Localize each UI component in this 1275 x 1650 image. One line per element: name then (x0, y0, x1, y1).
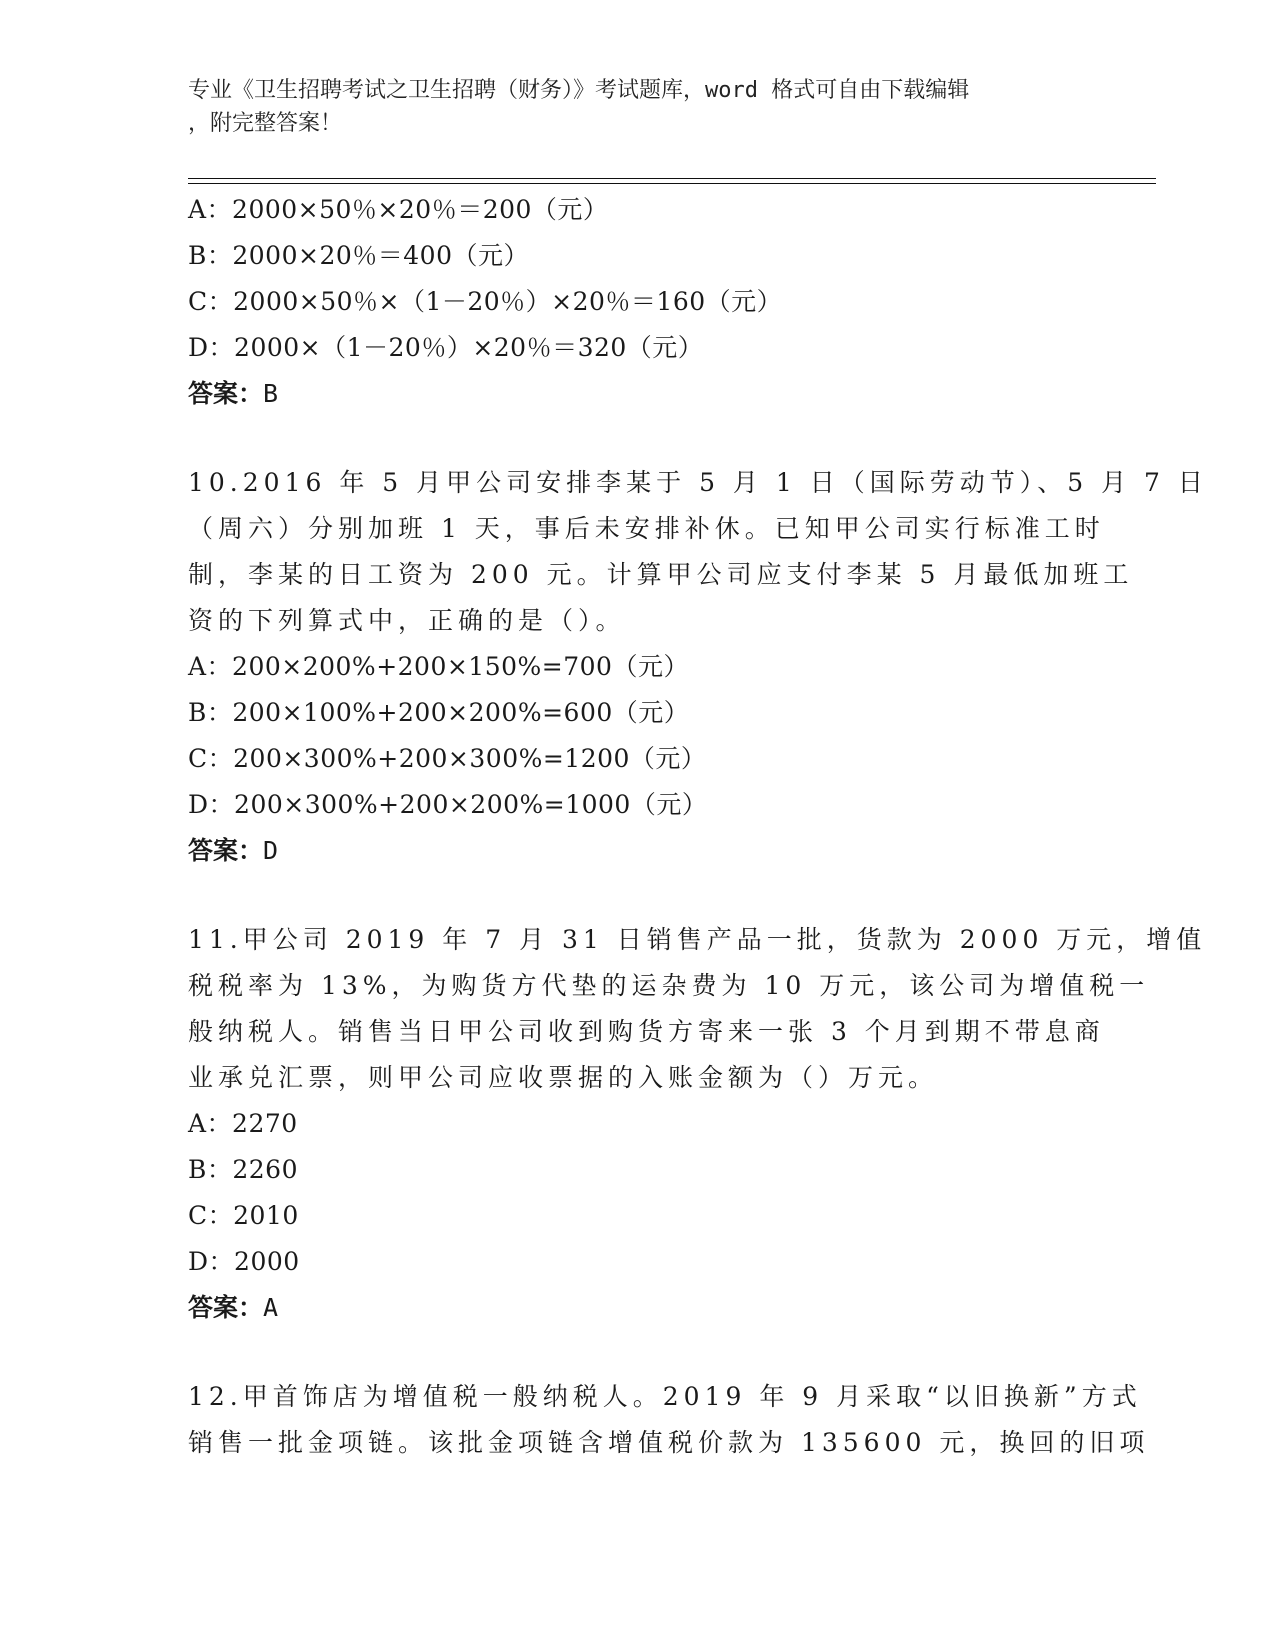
document-body (188, 187, 1208, 1466)
question-11 (188, 917, 1207, 1331)
header-divider-top (188, 178, 1156, 179)
question-text-line: 12.甲首饰店为增值税一般纳税人。2019 年 9 月采取“以旧换新”方式 (188, 1382, 1142, 1411)
answer-label: 答案： (188, 379, 264, 408)
question-9 (188, 187, 1088, 417)
answer-line (188, 828, 1088, 874)
question-text-line: 般纳税人。销售当日甲公司收到购货方寄来一张 3 个月到期不带息商 (188, 1017, 1105, 1046)
option-d: D：200×300%+200×200%=1000（元） (188, 790, 708, 819)
header-divider-bottom (188, 183, 1156, 184)
answer-value: D (263, 836, 279, 865)
header-line-2: ，附完整答案！ (188, 111, 343, 136)
document-header (188, 74, 1088, 140)
option-a: A：200×200%+200×150%=700（元） (188, 652, 689, 681)
option-b: B：2260 (188, 1155, 298, 1184)
option-b: B：2000×20％＝400（元） (188, 241, 529, 270)
question-text-line: 资的下列算式中，正确的是（）。 (188, 606, 626, 635)
option-d: D：2000×（1－20％）×20％＝320（元） (188, 333, 704, 362)
question-12 (188, 1374, 1150, 1466)
option-d: D：2000 (188, 1247, 300, 1276)
question-text-line: 业承兑汇票，则甲公司应收票据的入账金额为（）万元。 (188, 1063, 939, 1092)
option-a: A：2000×50％×20％＝200（元） (188, 195, 609, 224)
answer-label: 答案： (188, 1293, 264, 1322)
answer-value: B (263, 379, 279, 408)
question-text (188, 1374, 1150, 1466)
question-text-line: 税税率为 13%，为购货方代垫的运杂费为 10 万元，该公司为增值税一 (188, 971, 1150, 1000)
option-c: C：200×300%+200×300%=1200（元） (188, 744, 707, 773)
option-c: C：2000×50％×（1－20％）×20％＝160（元） (188, 287, 783, 316)
question-text (188, 460, 1208, 644)
question-text (188, 917, 1207, 1101)
answer-label: 答案： (188, 836, 264, 865)
answer-value: A (263, 1293, 279, 1322)
question-10 (188, 460, 1208, 874)
option-c: C：2010 (188, 1201, 299, 1230)
question-text-line: 11.甲公司 2019 年 7 月 31 日销售产品一批，货款为 2000 万元，增值 (188, 925, 1207, 954)
question-text-line: （周六）分别加班 1 天，事后未安排补休。已知甲公司实行标准工时 (188, 514, 1105, 543)
answer-line (188, 1285, 1088, 1331)
question-text-line: 制，李某的日工资为 200 元。计算甲公司应支付李某 5 月最低加班工 (188, 560, 1134, 589)
option-b: B：200×100%+200×200%=600（元） (188, 698, 690, 727)
answer-line (188, 371, 1088, 417)
question-text-line: 10.2016 年 5 月甲公司安排李某于 5 月 1 日（国际劳动节）、5 月 7 日 (188, 468, 1208, 497)
header-line-1: 专业《卫生招聘考试之卫生招聘（财务）》考试题库，word 格式可自由下载编辑 (188, 78, 970, 103)
option-a: A：2270 (188, 1109, 298, 1138)
question-text-line: 销售一批金项链。该批金项链含增值税价款为 135600 元，换回的旧项 (188, 1428, 1150, 1457)
